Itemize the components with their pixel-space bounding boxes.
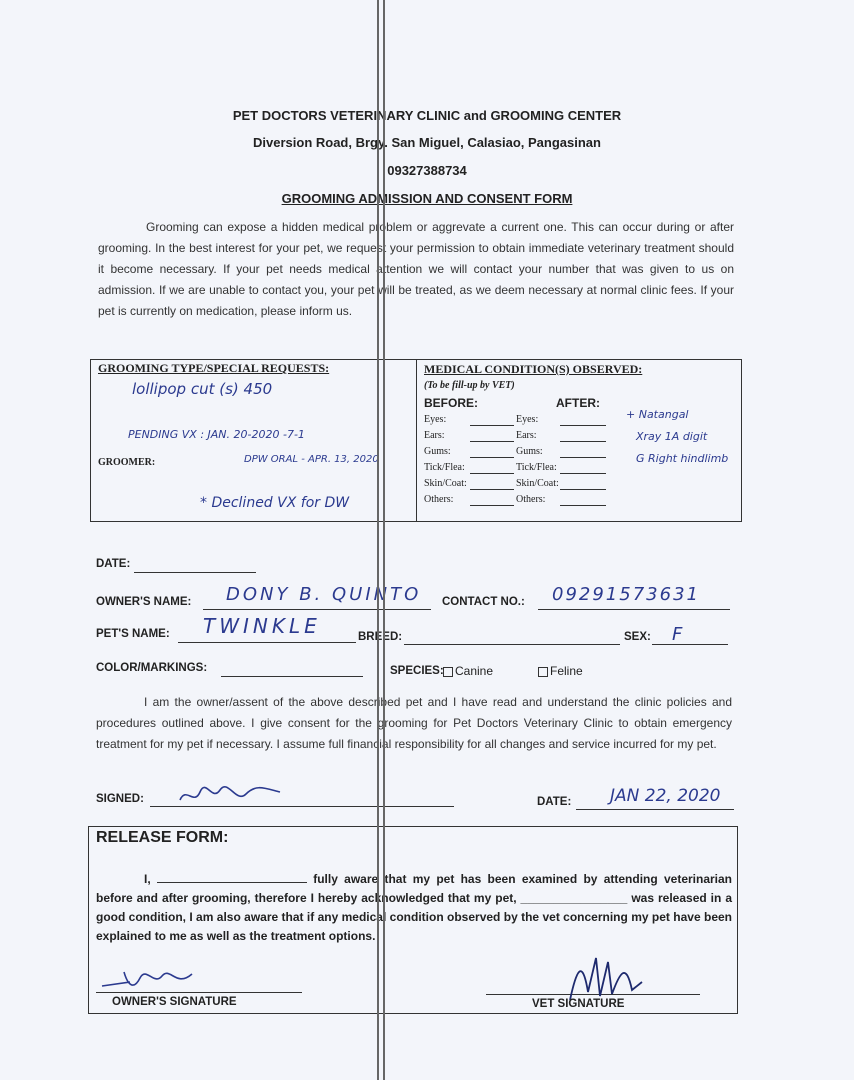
release-name-field[interactable] — [157, 871, 307, 883]
medical-after-field[interactable] — [560, 457, 606, 458]
date-label: DATE: — [96, 558, 131, 570]
clinic-address: Diversion Road, Brgy. San Miguel, Calasiao, Pangasinan — [253, 135, 601, 150]
clinic-name: PET DOCTORS VETERINARY CLINIC and GROOMING CENTER — [232, 108, 622, 123]
release-text: fully aware that my pet has been examined by attending veterinarian before and after grooming, therefore I hereby acknowledged that my pet, ________________ was released in a good condition, I am also aware that if any medical condition observed by the vet concerning my pet have been explained to me as well as the treatment options. — [96, 872, 733, 943]
signed-date-field[interactable] — [576, 809, 734, 810]
medical-before-label: Eyes: — [424, 414, 447, 425]
medical-before-field[interactable] — [470, 473, 514, 474]
medical-before-field[interactable] — [470, 457, 514, 458]
vet-signature-label: VET SIGNATURE — [532, 998, 625, 1010]
medical-row — [424, 494, 545, 505]
owner-label: OWNER'S NAME: — [96, 596, 192, 608]
medical-after-field[interactable] — [560, 473, 606, 474]
medical-title: MEDICAL CONDITION(S) OBSERVED: — [424, 362, 643, 376]
canine-label: Canine — [455, 664, 494, 678]
signed-date-value: JAN 22, 2020 — [610, 786, 721, 806]
feline-label: Feline — [550, 664, 583, 678]
box-divider — [416, 360, 417, 521]
vet-signature-scribble — [566, 952, 646, 1004]
page-fold-line — [377, 0, 385, 1080]
breed-label: BREED: — [358, 631, 403, 643]
species-label: SPECIES: — [390, 665, 444, 677]
before-label: BEFORE: — [424, 396, 478, 410]
declined-note: * Declined VX for DW — [200, 495, 350, 511]
owner-name-value: DONY B. QUINTO — [226, 584, 422, 605]
owner-signature-label: OWNER'S SIGNATURE — [112, 996, 237, 1008]
medical-after-label: Skin/Coat: — [516, 478, 559, 489]
release-owner-scribble — [100, 966, 200, 994]
medical-after-label: Gums: — [516, 446, 543, 457]
form-title: GROOMING ADMISSION AND CONSENT FORM — [281, 191, 573, 206]
medical-after-field[interactable] — [560, 489, 606, 490]
medical-before-field[interactable] — [470, 505, 514, 506]
groomer-label: GROOMER: — [98, 457, 156, 468]
release-paragraph — [96, 870, 732, 946]
medical-before-label: Others: — [424, 494, 454, 505]
medical-before-field[interactable] — [470, 489, 514, 490]
medical-after-field[interactable] — [560, 441, 606, 442]
pet-label: PET'S NAME: — [96, 628, 170, 640]
medical-after-field[interactable] — [560, 425, 606, 426]
medical-before-label: Gums: — [424, 446, 451, 457]
contact-value: 09291573631 — [552, 584, 700, 605]
color-label: COLOR/MARKINGS: — [96, 662, 208, 674]
medical-before-label: Tick/Flea: — [424, 462, 465, 473]
contact-label: CONTACT NO.: — [442, 596, 525, 608]
medical-row — [424, 462, 557, 473]
medical-after-label: Tick/Flea: — [516, 462, 557, 473]
pending-vx: PENDING VX : JAN. 20-2020 -7-1 — [128, 428, 305, 441]
release-i: I, — [144, 872, 151, 886]
pet-name-value: TWINKLE — [203, 614, 321, 638]
breed-field[interactable] — [404, 644, 620, 645]
dpw-note: DPW ORAL - APR. 13, 2020 — [244, 454, 379, 465]
medical-before-field[interactable] — [470, 425, 514, 426]
medical-before-label: Ears: — [424, 430, 445, 441]
medical-before-label: Skin/Coat: — [424, 478, 467, 489]
medical-before-field[interactable] — [470, 441, 514, 442]
owner-signature-scribble — [176, 782, 286, 808]
medical-after-label: Ears: — [516, 430, 537, 441]
medical-note-3: G Right hindlimb — [636, 452, 729, 465]
grooming-request: lollipop cut (s) 450 — [132, 380, 273, 398]
grooming-title: GROOMING TYPE/SPECIAL REQUESTS: — [98, 361, 330, 375]
medical-subtitle: (To be fill-up by VET) — [424, 380, 515, 391]
feline-checkbox[interactable] — [538, 667, 548, 677]
medical-note-2: Xray 1A digit — [636, 430, 708, 443]
after-label: AFTER: — [556, 396, 600, 410]
contact-field[interactable] — [538, 609, 730, 610]
medical-row — [424, 414, 538, 425]
signed-label: SIGNED: — [96, 793, 144, 805]
color-field[interactable] — [221, 676, 363, 677]
medical-row — [424, 430, 537, 441]
sex-field[interactable] — [652, 644, 728, 645]
consent-paragraph: I am the owner/assent of the above described pet and I have read and understand the clinic policies and procedures outlined above. I give consent for the grooming for Pet Doctors Veterinary Clinic to obtain emergency treatment for my pet if necessary. I assume full financial responsibility for all changes and service incurred for my pet. — [96, 695, 732, 751]
release-title: RELEASE FORM: — [96, 829, 229, 846]
date-field[interactable] — [134, 572, 256, 573]
medical-after-label: Others: — [516, 494, 546, 505]
medical-note-1: + Natangal — [626, 408, 689, 421]
sex-label: SEX: — [624, 631, 651, 643]
clinic-phone: 09327388734 — [387, 163, 467, 178]
medical-after-field[interactable] — [560, 505, 606, 506]
owner-field[interactable] — [203, 609, 431, 610]
signed-date-label: DATE: — [537, 796, 572, 808]
pet-field[interactable] — [178, 642, 356, 643]
canine-checkbox[interactable] — [443, 667, 453, 677]
medical-after-label: Eyes: — [516, 414, 539, 425]
medical-row — [424, 478, 559, 489]
sex-value: F — [672, 624, 683, 645]
intro-paragraph: Grooming can expose a hidden medical problem or aggrevate a current one. This can occur during or after grooming. In the best interest for your pet, we request your permission to obtain immediate veterinary treatment should it become necessary. If your pet needs medical attention we will contact your number that was given to us on admission. If we are unable to contact you, your pet will be treated, as we deem necessary at normal clinic fees. If your pet is currently on medication, please inform us. — [98, 220, 734, 318]
medical-row — [424, 446, 543, 457]
